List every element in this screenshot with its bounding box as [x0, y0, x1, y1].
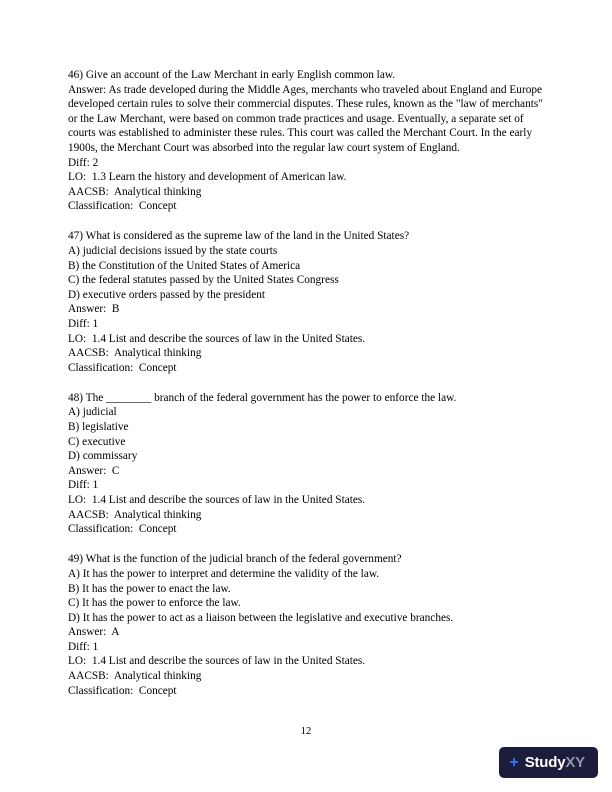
- question-meta-diff: Diff: 1: [68, 640, 99, 653]
- question-meta-diff: Diff: 1: [68, 479, 99, 492]
- question-meta-lo: LO: 1.3 Learn the history and development of American law.: [68, 171, 347, 184]
- question-meta-diff: Diff: 1: [68, 318, 99, 330]
- question-meta-diff: Diff: 2: [68, 156, 99, 169]
- question-meta-lo: LO: 1.4 List and describe the sources of law in the United States.: [68, 332, 366, 345]
- question-prompt: 47) What is considered as the supreme law of the land in the United States?: [68, 230, 410, 243]
- question-option-d: D) executive orders passed by the president: [68, 288, 266, 301]
- question-meta-aacsb: AACSB: Analytical thinking: [68, 670, 202, 683]
- question-option-a: A) It has the power to interpret and determine the validity of the law.: [68, 567, 380, 580]
- question-option-a: A) judicial decisions issued by the state courts: [68, 245, 278, 258]
- question-answer: Answer: C: [68, 464, 120, 477]
- question-option-c: C) It has the power to enforce the law.: [68, 597, 241, 610]
- question-meta-classification: Classification: Concept: [68, 684, 177, 697]
- question-meta-aacsb: AACSB: Analytical thinking: [68, 185, 202, 198]
- question-block: [68, 391, 548, 537]
- brand-xy: XY: [565, 754, 585, 771]
- question-prompt: 46) Give an account of the Law Merchant in early English common law.: [68, 69, 396, 81]
- question-block: [68, 68, 548, 214]
- studyxy-watermark: [499, 747, 598, 778]
- question-meta-aacsb: AACSB: Analytical thinking: [68, 347, 202, 360]
- question-block: [68, 552, 548, 698]
- question-option-d: D) It has the power to act as a liaison between the legislative and executive branches.: [68, 611, 454, 624]
- question-option-d: D) commissary: [68, 450, 138, 463]
- question-option-c: C) the federal statutes passed by the United States Congress: [68, 274, 339, 287]
- question-option-c: C) executive: [68, 435, 126, 448]
- question-meta-classification: Classification: Concept: [68, 361, 177, 374]
- brand-study: Study: [524, 754, 566, 771]
- question-meta-classification: Classification: Concept: [68, 200, 177, 213]
- question-meta-lo: LO: 1.4 List and describe the sources of law in the United States.: [68, 655, 366, 668]
- question-option-b: B) It has the power to enact the law.: [68, 582, 231, 595]
- question-meta-classification: Classification: Concept: [68, 523, 177, 536]
- question-option-a: A) judicial: [68, 406, 117, 419]
- brand-label: [525, 754, 585, 771]
- question-answer: Answer: A: [68, 626, 120, 639]
- question-answer: Answer: B: [68, 303, 120, 316]
- question-answer: Answer: As trade developed during the Middle Ages, merchants who traveled about England and Europe developed certain rules to solve their commercial disputes. These rules, known as the "law of merchants" or the Law Merchant, were based on common trade practices and usage. Eventually, a separate set of courts was established to administer these rules. This court was called the Merchant Court. In the early 1900s, the Merchant Court was absorbed into the regular law court system of England.: [68, 83, 543, 154]
- page-number: 12: [300, 726, 312, 737]
- question-block: [68, 229, 548, 375]
- question-option-b: B) the Constitution of the United States of America: [68, 259, 301, 272]
- question-meta-lo: LO: 1.4 List and describe the sources of law in the United States.: [68, 494, 366, 507]
- question-option-b: B) legislative: [68, 421, 129, 434]
- question-meta-aacsb: AACSB: Analytical thinking: [68, 508, 202, 521]
- question-prompt: 49) What is the function of the judicial branch of the federal government?: [68, 553, 402, 566]
- plus-icon: +: [509, 753, 519, 771]
- page-content: [68, 68, 548, 714]
- question-prompt: 48) The ________ branch of the federal government has the power to enforce the law.: [68, 391, 457, 404]
